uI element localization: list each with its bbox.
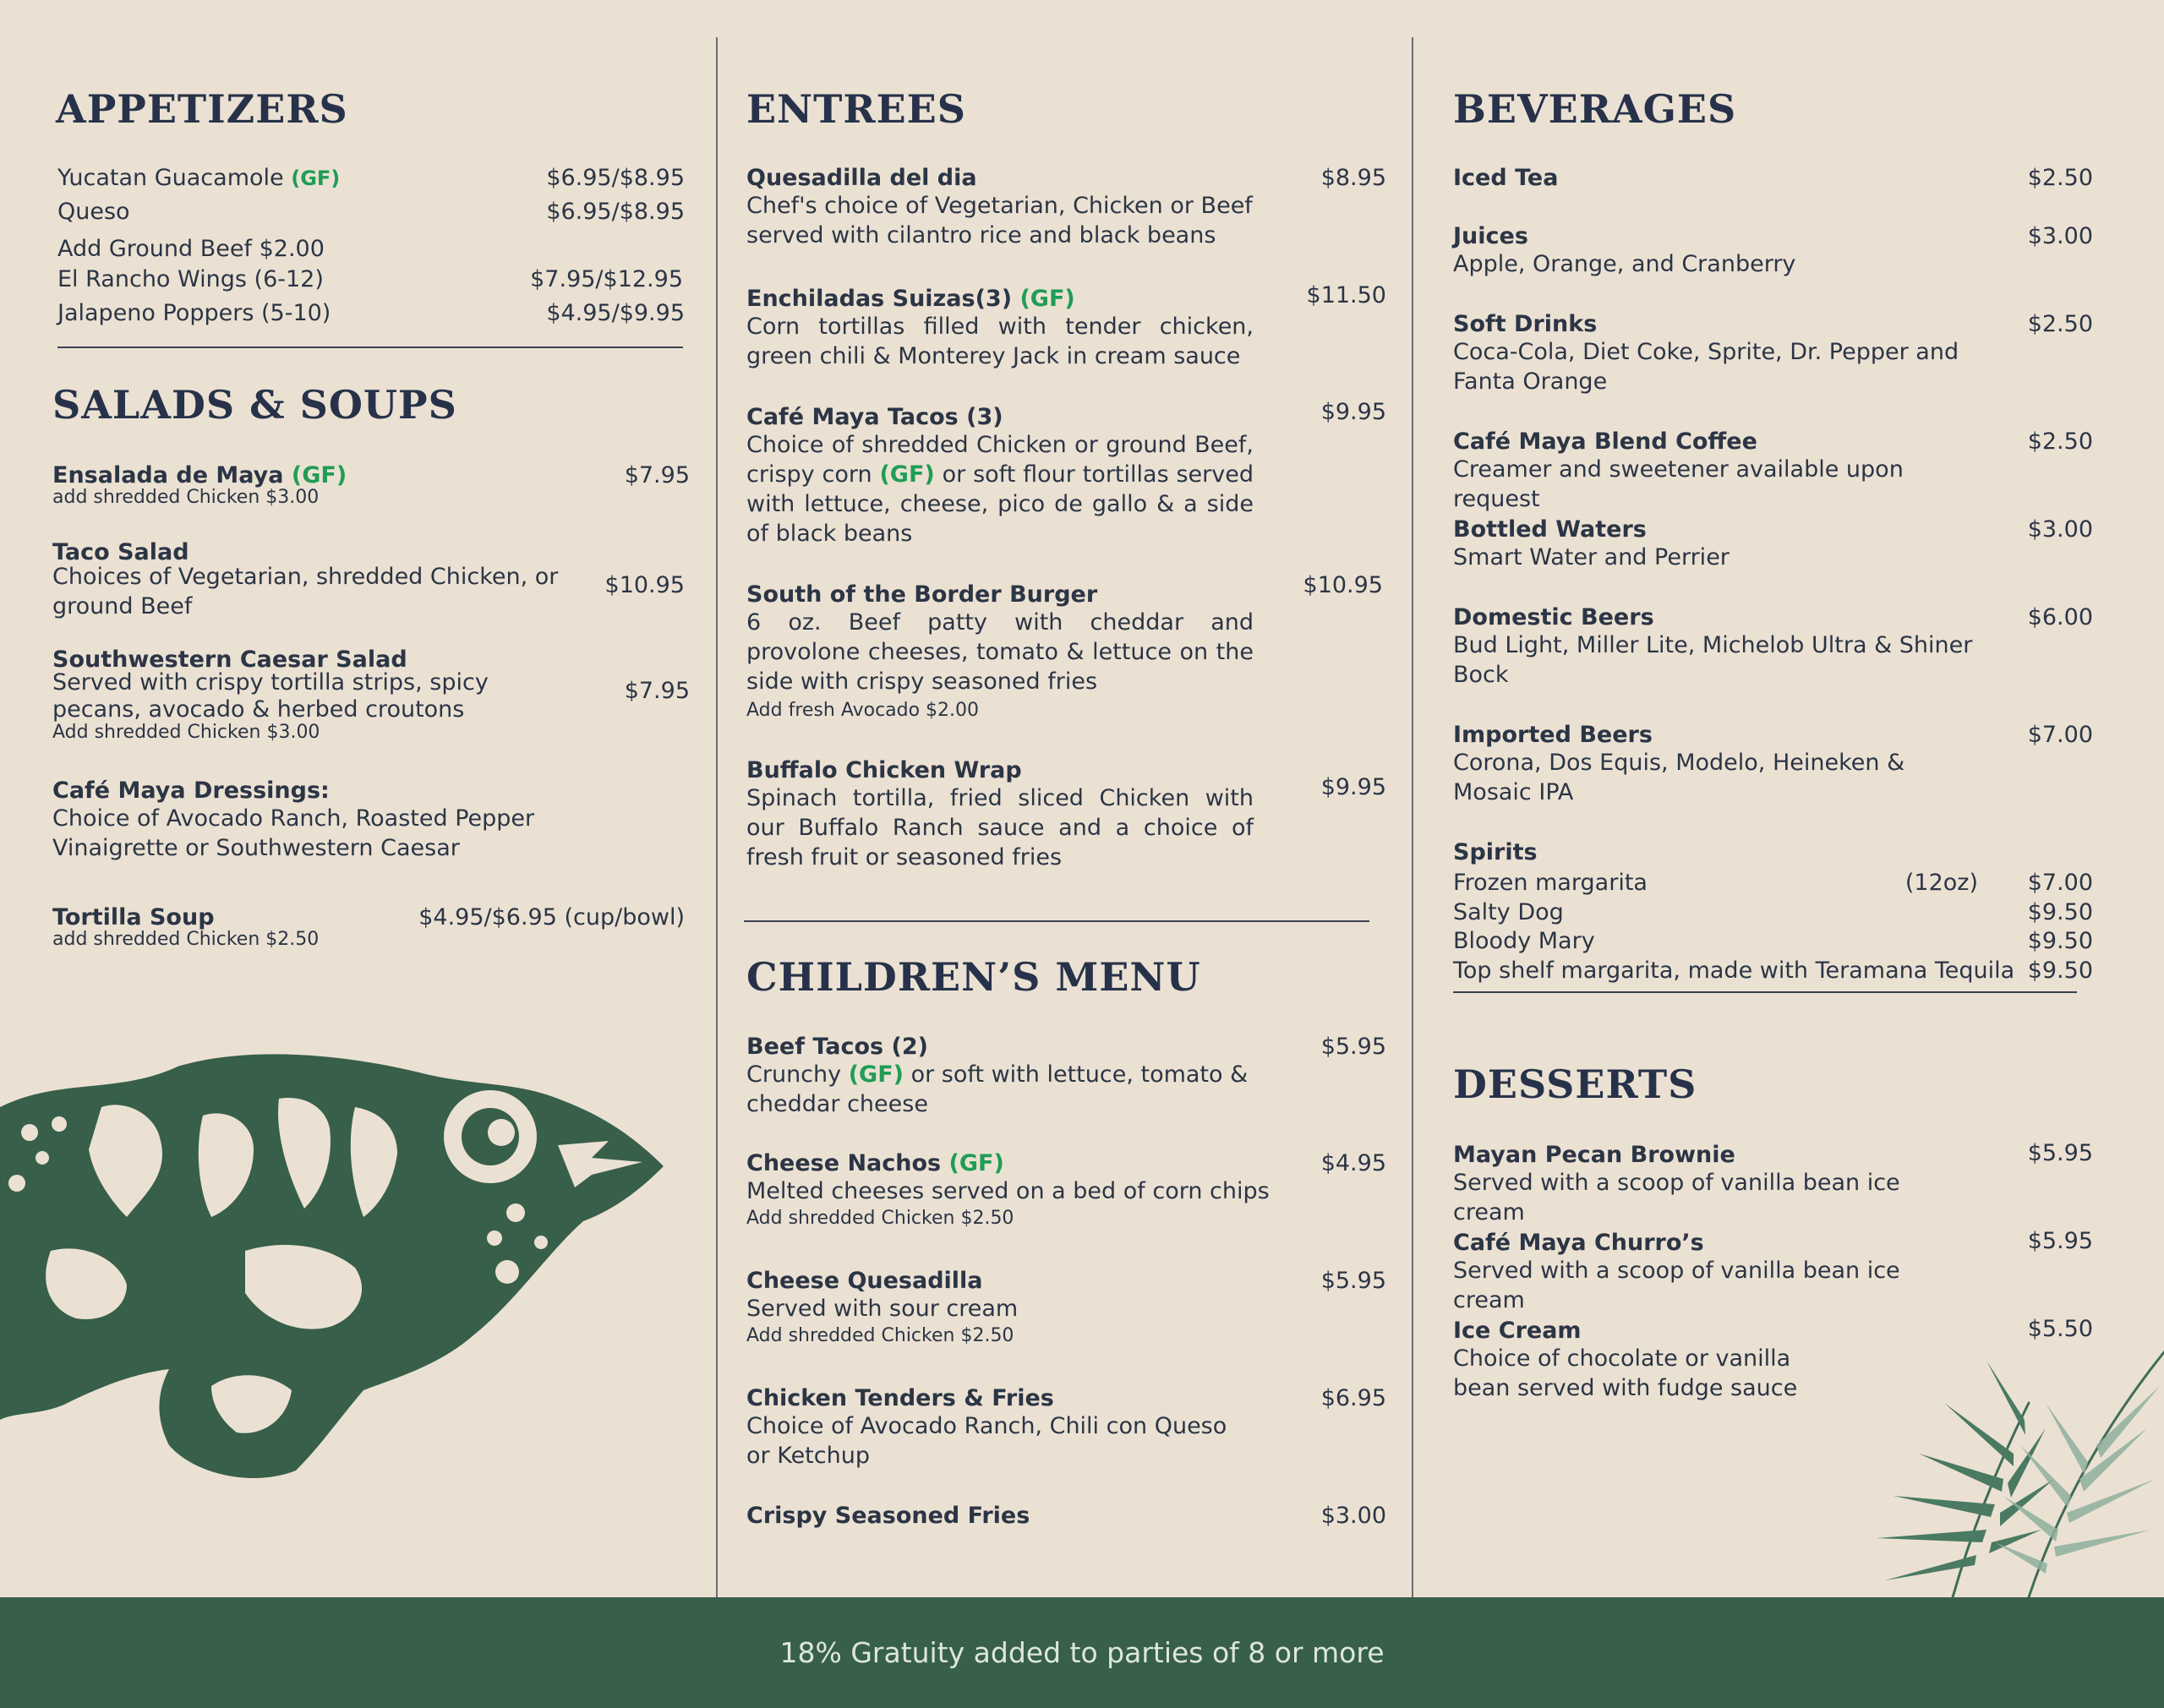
item-name: South of the Border Burger (746, 581, 1098, 608)
item-price: $6.95 (1320, 1385, 1386, 1411)
item-price: $5.95 (1320, 1034, 1386, 1060)
menu-item (746, 163, 1254, 250)
section-title-beverages: BEVERAGES (1453, 86, 1737, 132)
spirits-title: Spirits (1453, 839, 1538, 865)
section-divider (744, 920, 1369, 922)
item-name: Buffalo Chicken Wrap (746, 757, 1022, 783)
item-name: El Rancho Wings (6-12) (57, 266, 324, 292)
item-note: add shredded Chicken $3.00 (52, 487, 320, 508)
section-title-appetizers: APPETIZERS (56, 86, 348, 132)
item-description: Choice of chocolate or vanilla bean served with fudge sauce (1453, 1345, 1798, 1401)
item-description: Melted cheeses served on a bed of corn chips (746, 1178, 1270, 1204)
menu-item (1453, 603, 1977, 690)
item-price: $5.95 (1320, 1268, 1386, 1294)
menu-item (52, 645, 577, 745)
item-description: Corn tortillas filled with tender chicken, green chili & Monterey Jack in cream sauce (746, 314, 1254, 369)
item-name: Soft Drinks (1453, 311, 1598, 337)
item-name: Bottled Waters (1453, 516, 1647, 543)
section-title-salads: SALADS & SOUPS (52, 382, 457, 428)
menu-item (1453, 720, 1977, 807)
item-description: 6 oz. Beef patty with cheddar and provolone cheeses, tomato & lettuce on the side with crispy seasoned fries (746, 609, 1254, 695)
item-description: Spinach tortilla, fried sliced Chicken with our Buffalo Ranch sauce and a choice of fresh fruit or seasoned fries (746, 785, 1254, 870)
item-price: $9.50 (2027, 958, 2093, 984)
gf-badge: (GF) (948, 1150, 1004, 1176)
item-name: Juices (1453, 223, 1528, 249)
menu-item (746, 1032, 1254, 1119)
item-name: Iced Tea (1453, 165, 1559, 191)
item-description: Apple, Orange, and Cranberry (1453, 251, 1796, 277)
item-description: Corona, Dos Equis, Modelo, Heineken & Mosaic IPA (1453, 750, 1905, 805)
menu-item (57, 197, 130, 226)
item-price: $7.95 (624, 462, 690, 488)
menu-item (52, 903, 424, 952)
menu-item (52, 461, 593, 510)
item-description: Served with sour cream (746, 1296, 1019, 1322)
section-title-entrees: ENTREES (746, 86, 966, 132)
item-price: $6.00 (2027, 604, 2093, 630)
item-price: $11.50 (1306, 282, 1386, 308)
menu-item (1453, 309, 1977, 396)
gf-badge: (GF) (1019, 286, 1075, 312)
item-price: $2.50 (2027, 428, 2093, 455)
item-note: Add shredded Chicken $2.50 (746, 1208, 1014, 1229)
item-price: $6.95/$8.95 (546, 165, 685, 191)
item-name: Quesadilla del dia (746, 165, 977, 191)
column-divider-right (1412, 37, 1413, 1597)
item-name: Ice Cream (1453, 1318, 1582, 1344)
gf-badge: (GF) (291, 166, 341, 190)
gf-badge: (GF) (879, 461, 935, 488)
item-name: Domestic Beers (1453, 604, 1654, 630)
item-name: Yucatan Guacamole (57, 165, 284, 191)
item-name: Enchiladas Suizas(3) (746, 286, 1013, 312)
item-price: $2.50 (2027, 311, 2093, 337)
item-price: $7.95 (624, 678, 690, 704)
item-price: $5.95 (2027, 1140, 2093, 1166)
column-divider-left (716, 37, 718, 1597)
item-name: Tortilla Soup (52, 904, 215, 930)
item-description: Smart Water and Perrier (1453, 544, 1730, 570)
item-name: Cheese Nachos (746, 1150, 942, 1176)
menu-item (746, 756, 1254, 872)
item-price: $4.95/$9.95 (546, 300, 685, 326)
item-note: Add shredded Chicken $2.50 (746, 1325, 1014, 1346)
menu-item (1453, 163, 1977, 193)
item-description: Chef's choice of Vegetarian, Chicken or Beef served with cilantro rice and black beans (746, 193, 1253, 248)
item-price: $6.95/$8.95 (546, 199, 685, 225)
item-price: $9.50 (2027, 899, 2093, 925)
item-name: Beef Tacos (2) (746, 1034, 928, 1060)
item-name: Mayan Pecan Brownie (1453, 1142, 1735, 1168)
item-note: add shredded Chicken $2.50 (52, 929, 320, 950)
item-description: Choice of Avocado Ranch, Chili con Queso or Ketchup (746, 1413, 1227, 1469)
item-note: Add fresh Avocado $2.00 (746, 700, 980, 721)
spirit-name: Top shelf margarita, made with Teramana Tequila (1453, 958, 2015, 984)
item-description (746, 1060, 1254, 1119)
gratuity-notice: 18% Gratuity added to parties of 8 or more (779, 1636, 1385, 1669)
spirit-size: (12oz) (1904, 870, 1978, 896)
item-name: Jalapeno Poppers (5-10) (57, 300, 331, 326)
item-name: Queso (57, 199, 130, 225)
item-price: $7.00 (2027, 870, 2093, 896)
item-price: $4.95 (1320, 1150, 1386, 1176)
menu-item (52, 776, 543, 863)
menu-item (57, 163, 340, 194)
item-name: Chicken Tenders & Fries (746, 1385, 1054, 1411)
lizard-illustration (0, 1048, 676, 1487)
item-name: Cheese Quesadilla (746, 1268, 983, 1294)
item-price: $8.95 (1320, 165, 1386, 191)
item-price: $7.95/$12.95 (530, 266, 683, 292)
section-divider (57, 347, 683, 348)
menu-item (746, 1266, 1254, 1349)
item-name: Imported Beers (1453, 722, 1653, 748)
spirit-name: Salty Dog (1453, 899, 1564, 925)
section-title-children: CHILDREN’S MENU (746, 954, 1201, 1000)
item-name: Southwestern Caesar Salad (52, 647, 407, 673)
item-price: $2.50 (2027, 165, 2093, 191)
menu-item (746, 1149, 1271, 1231)
item-description: Coca-Cola, Diet Coke, Sprite, Dr. Pepper and Fanta Orange (1453, 339, 1959, 395)
spirit-name: Bloody Mary (1453, 928, 1595, 954)
item-price: $4.95/$6.95 (cup/bowl) (418, 904, 685, 930)
item-name: Café Maya Dressings: (52, 778, 330, 804)
menu-item (1453, 427, 1994, 514)
item-price: $5.95 (2027, 1228, 2093, 1254)
description-text: Choice of shredded Chicken or ground Beef, crispy corn (746, 432, 1254, 488)
item-description: Served with crispy tortilla strips, spicy pecans, avocado & herbed croutons (52, 669, 489, 723)
item-price: $7.00 (2027, 722, 2093, 748)
description-text: Crunchy (746, 1061, 842, 1088)
menu-item (746, 1383, 1254, 1471)
item-note: Add Ground Beef $2.00 (57, 236, 325, 262)
menu-item (57, 298, 331, 328)
footer-banner (0, 1597, 2164, 1708)
item-description: Served with a scoop of vanilla bean ice cream (1453, 1170, 1900, 1225)
menu-item (1453, 1140, 1977, 1227)
gf-badge: (GF) (848, 1061, 904, 1088)
menu-item (746, 580, 1254, 723)
item-description: Bud Light, Miller Lite, Michelob Ultra & Shiner Bock (1453, 632, 1973, 688)
item-name: Café Maya Churro’s (1453, 1230, 1704, 1256)
menu-item (746, 402, 1254, 548)
menu-item (1453, 515, 1977, 572)
item-description: Choice of Avocado Ranch, Roasted Pepper Vinaigrette or Southwestern Caesar (52, 805, 535, 861)
menu-item (1453, 1316, 1842, 1403)
section-title-desserts: DESSERTS (1453, 1061, 1697, 1107)
description-text: or soft flour tortillas served with lettuce, cheese, pico de gallo & a side of black beans (746, 461, 1254, 547)
item-price: $9.95 (1320, 399, 1386, 425)
item-description: Served with a scoop of vanilla bean ice cream (1453, 1258, 1900, 1313)
item-price: $3.00 (2027, 223, 2093, 249)
item-name: Ensalada de Maya (52, 462, 284, 488)
spirits-list (1453, 838, 2096, 867)
description-text: or soft with lettuce, tomato & cheddar cheese (746, 1061, 1249, 1117)
item-name: Café Maya Blend Coffee (1453, 428, 1757, 455)
item-price: $9.95 (1320, 774, 1386, 800)
menu-item (1453, 221, 1977, 279)
palm-leaf-illustration (1826, 1301, 2164, 1597)
item-name: Crispy Seasoned Fries (746, 1503, 1030, 1529)
section-divider (1453, 991, 2077, 993)
item-price: $3.00 (2027, 516, 2093, 543)
item-description (746, 430, 1254, 548)
item-price: $9.50 (2027, 928, 2093, 954)
menu-item (57, 265, 324, 294)
item-note: Add shredded Chicken $3.00 (52, 722, 320, 743)
spirit-name: Frozen margarita (1453, 870, 1648, 896)
item-price: $3.00 (1320, 1503, 1386, 1529)
item-price: $10.95 (1303, 572, 1383, 598)
menu-item (52, 538, 560, 621)
item-price: $10.95 (604, 572, 685, 598)
item-name: Taco Salad (52, 539, 189, 565)
menu-item (746, 1501, 1254, 1531)
item-name: Café Maya Tacos (3) (746, 404, 1003, 430)
menu-item (746, 284, 1254, 371)
gf-badge: (GF) (291, 462, 347, 488)
item-description: Creamer and sweetener available upon request (1453, 456, 1904, 512)
item-description: Choices of Vegetarian, shredded Chicken, or ground Beef (52, 564, 559, 619)
item-price: $5.50 (2027, 1316, 2093, 1342)
